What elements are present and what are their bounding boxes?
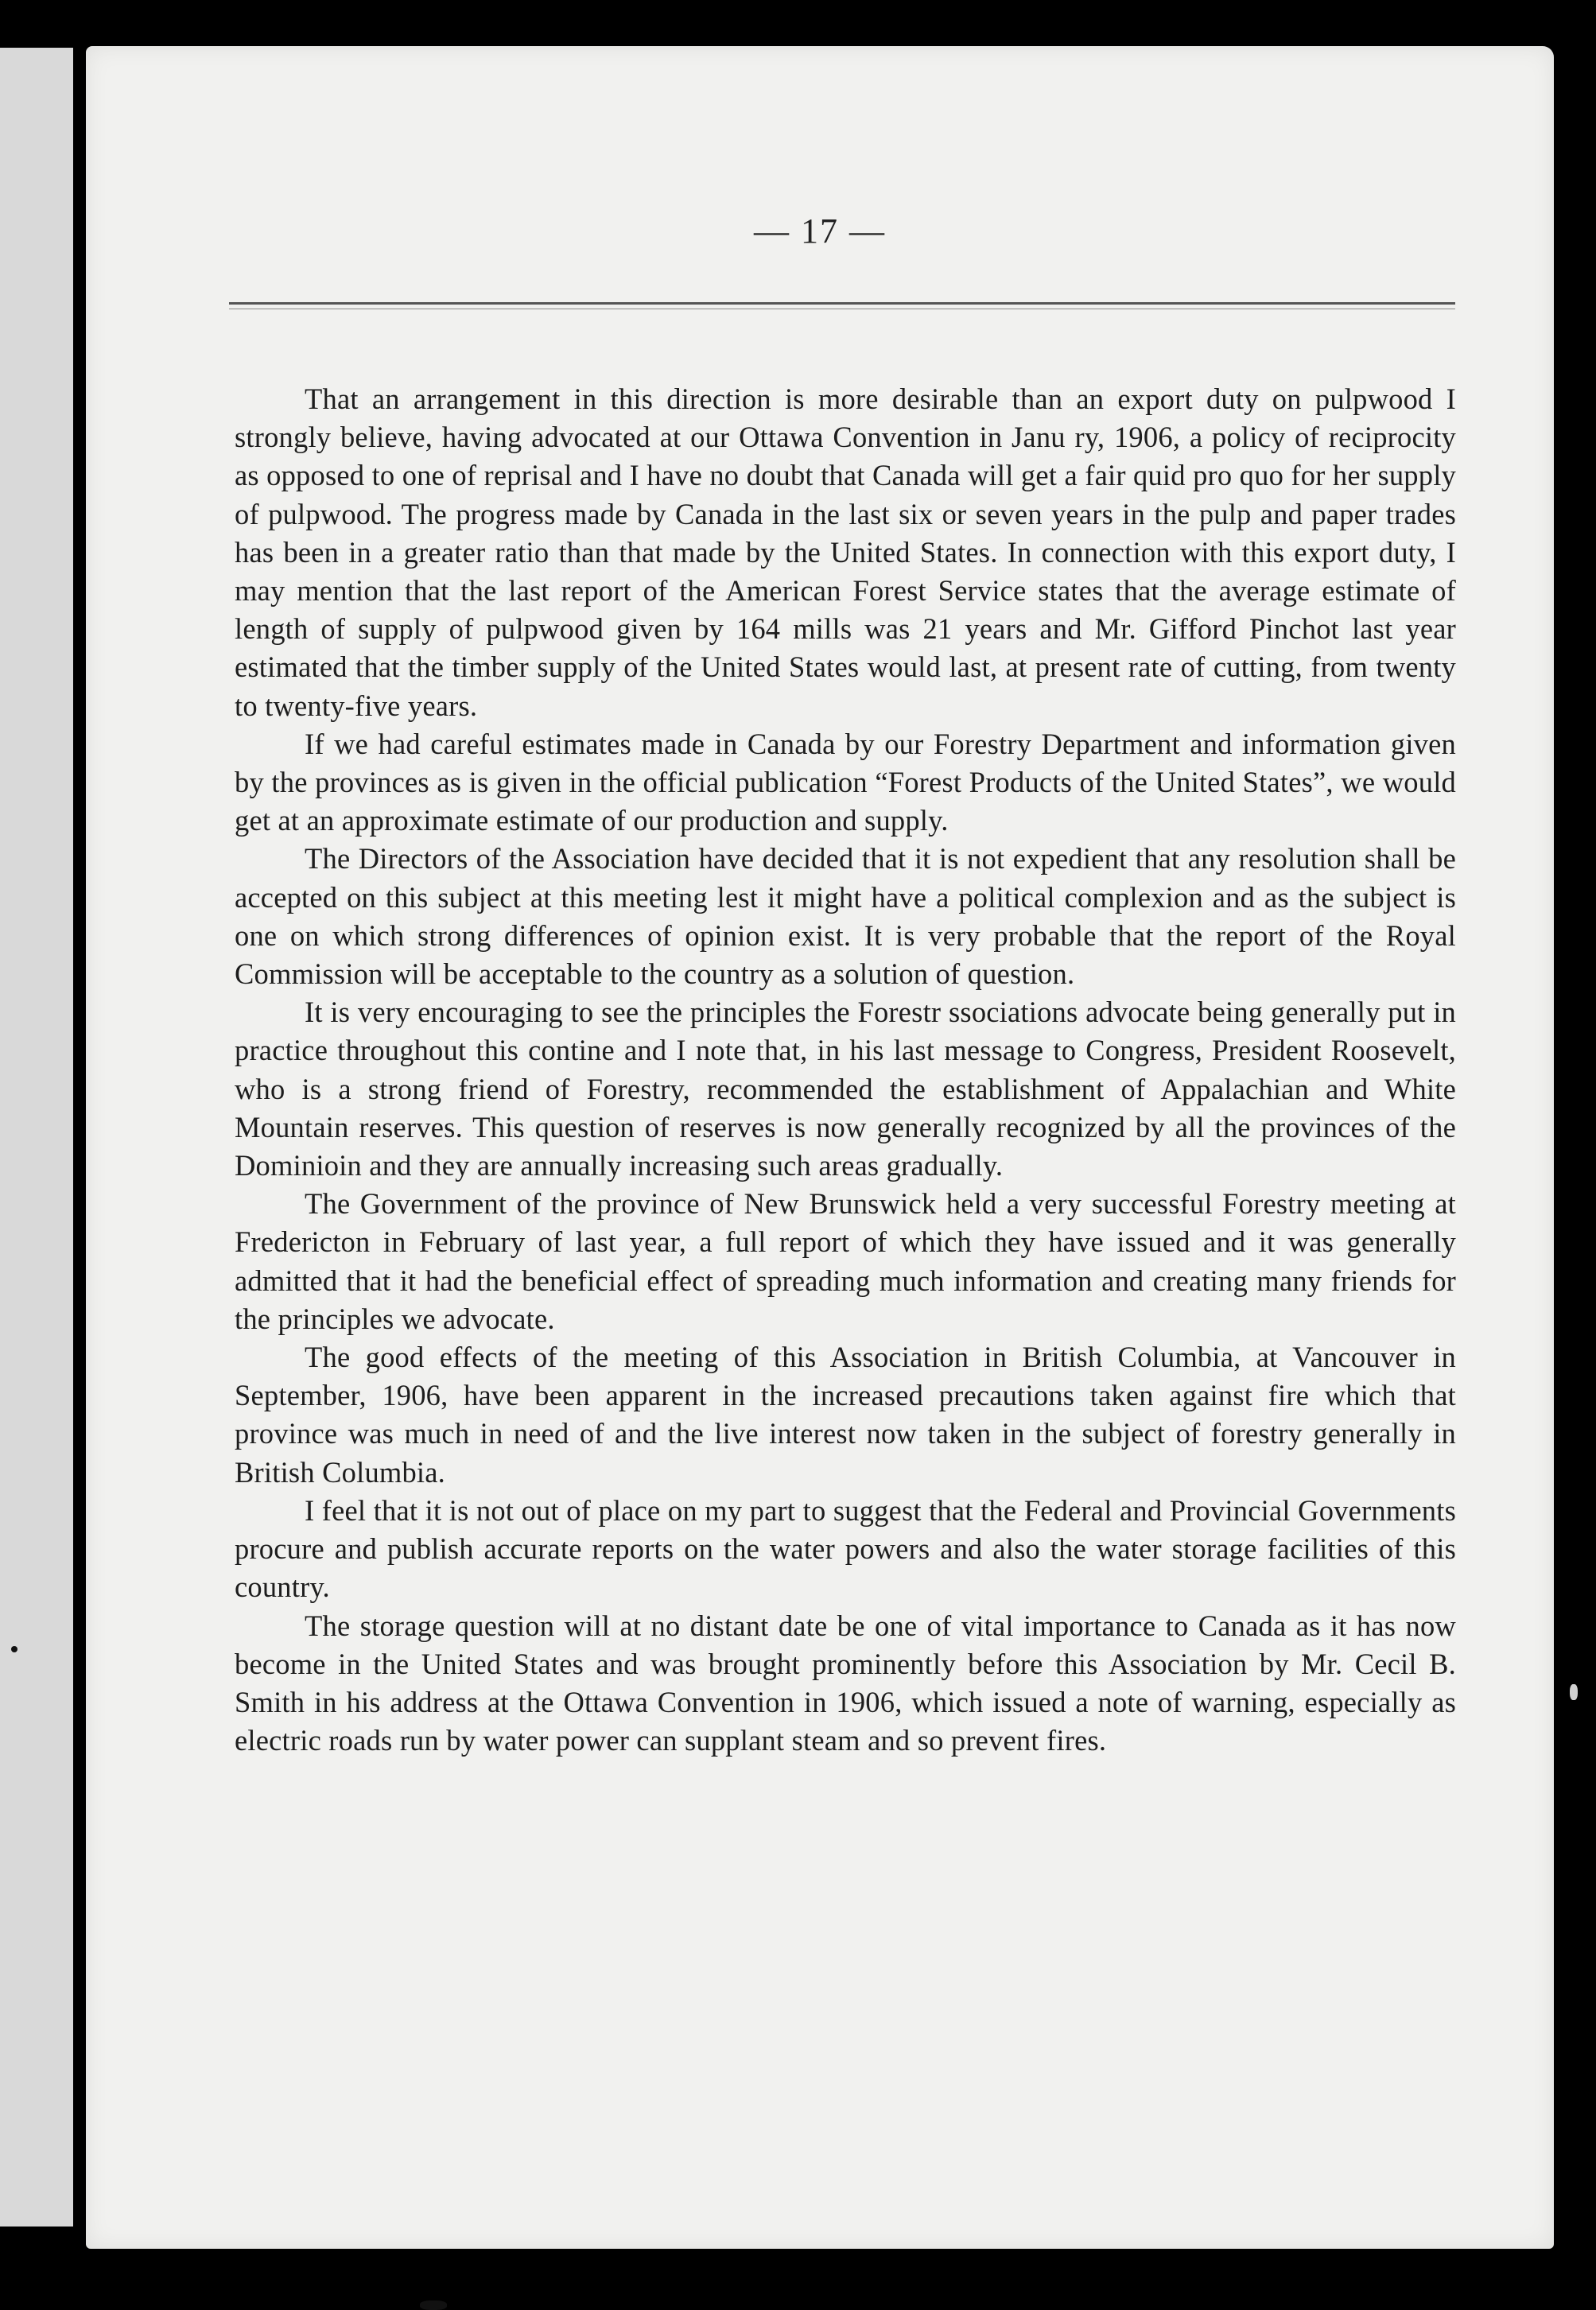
paragraph: The storage question will at no distant date be one of vital importance to Canada as it has now become in the United States and was brought prominently before this Association by Mr. Cecil B. Smith in his address at the Ottawa Convention in 1906, which issued a note of warning, especially as electric roads run by water power can supplant steam and so prevent fires. xyxy=(235,1609,1456,1757)
paragraph: I feel that it is not out of place on my part to suggest that the Federal and Provincial Governments procure and publish accurate reports on the water powers and also the water storage facilities of this country. xyxy=(235,1493,1456,1604)
page-number: — 17 — xyxy=(754,212,886,250)
previous-page-edge xyxy=(0,48,73,2227)
ink-speck xyxy=(420,2300,447,2310)
paragraph: The Government of the province of New Brunswick held a very successful Forestry meeting at Fredericton in February of last year, a full report of which they have issued and it was generally admitted that it had the beneficial effect of spreading much information and creating many friends for the principles we advocate. xyxy=(235,1187,1456,1335)
margin-mark xyxy=(1570,1684,1578,1700)
paragraph: It is very encouraging to see the principles the Forestr ssociations advocate being generally put in practice throughout this contine and I note that, in his last message to Congress, President Roosevelt, who is a strong friend of Forestry, recommended the establishment of Appalachian and White Mountain reserves. This question of reserves is now generally recognized by all the provinces of the Dominioin and they are annually increasing such areas gradually. xyxy=(235,996,1456,1182)
paragraph: That an arrangement in this direction is more desirable than an export duty on pulpwood I strongly believe, having advocated at our Ottawa Convention in Janu ry, 1906, a policy of reciprocity as opposed to one of reprisal and I have no doubt that Canada will get a fair quid pro quo for her supply of pulpwood. The progress made by Canada in the last six or seven years in the pulp and paper trades has been in a greater ratio than that made by the United States. In connection with this export duty, I may mention that the last report of the American Forest Service states that the average estimate of length of supply of pulpwood given by 164 mills was 21 years and Mr. Gifford Pinchot last year estimated that the timber supply of the United States would last, at present rate of cutting, from twenty to twenty-five years. xyxy=(235,382,1456,722)
paragraph: If we had careful estimates made in Canada by our Forestry Department and information given by the provinces as is given in the official publication “Forest Products of the United States”, we would get at an approximate estimate of our production and supply. xyxy=(235,727,1456,837)
paragraph: The good effects of the meeting of this Association in British Columbia, at Vancouver in September, 1906, have been apparent in the increased precautions taken against fire which that province was much in need of and the live interest now taken in the subject of forestry generally in British Columbia. xyxy=(235,1341,1456,1489)
header-rule xyxy=(229,302,1455,305)
paragraph: The Directors of the Association have decided that it is not expedient that any resolution shall be accepted on this subject at this meeting lest it might have a political complexion and as the subject is one on which strong differences of opinion exist. It is very probable that the report of the Royal Commission will be acceptable to the country as a solution of question. xyxy=(235,842,1456,991)
book-page xyxy=(86,46,1554,2249)
page-body-text xyxy=(235,380,1456,1760)
margin-mark xyxy=(11,1646,17,1652)
